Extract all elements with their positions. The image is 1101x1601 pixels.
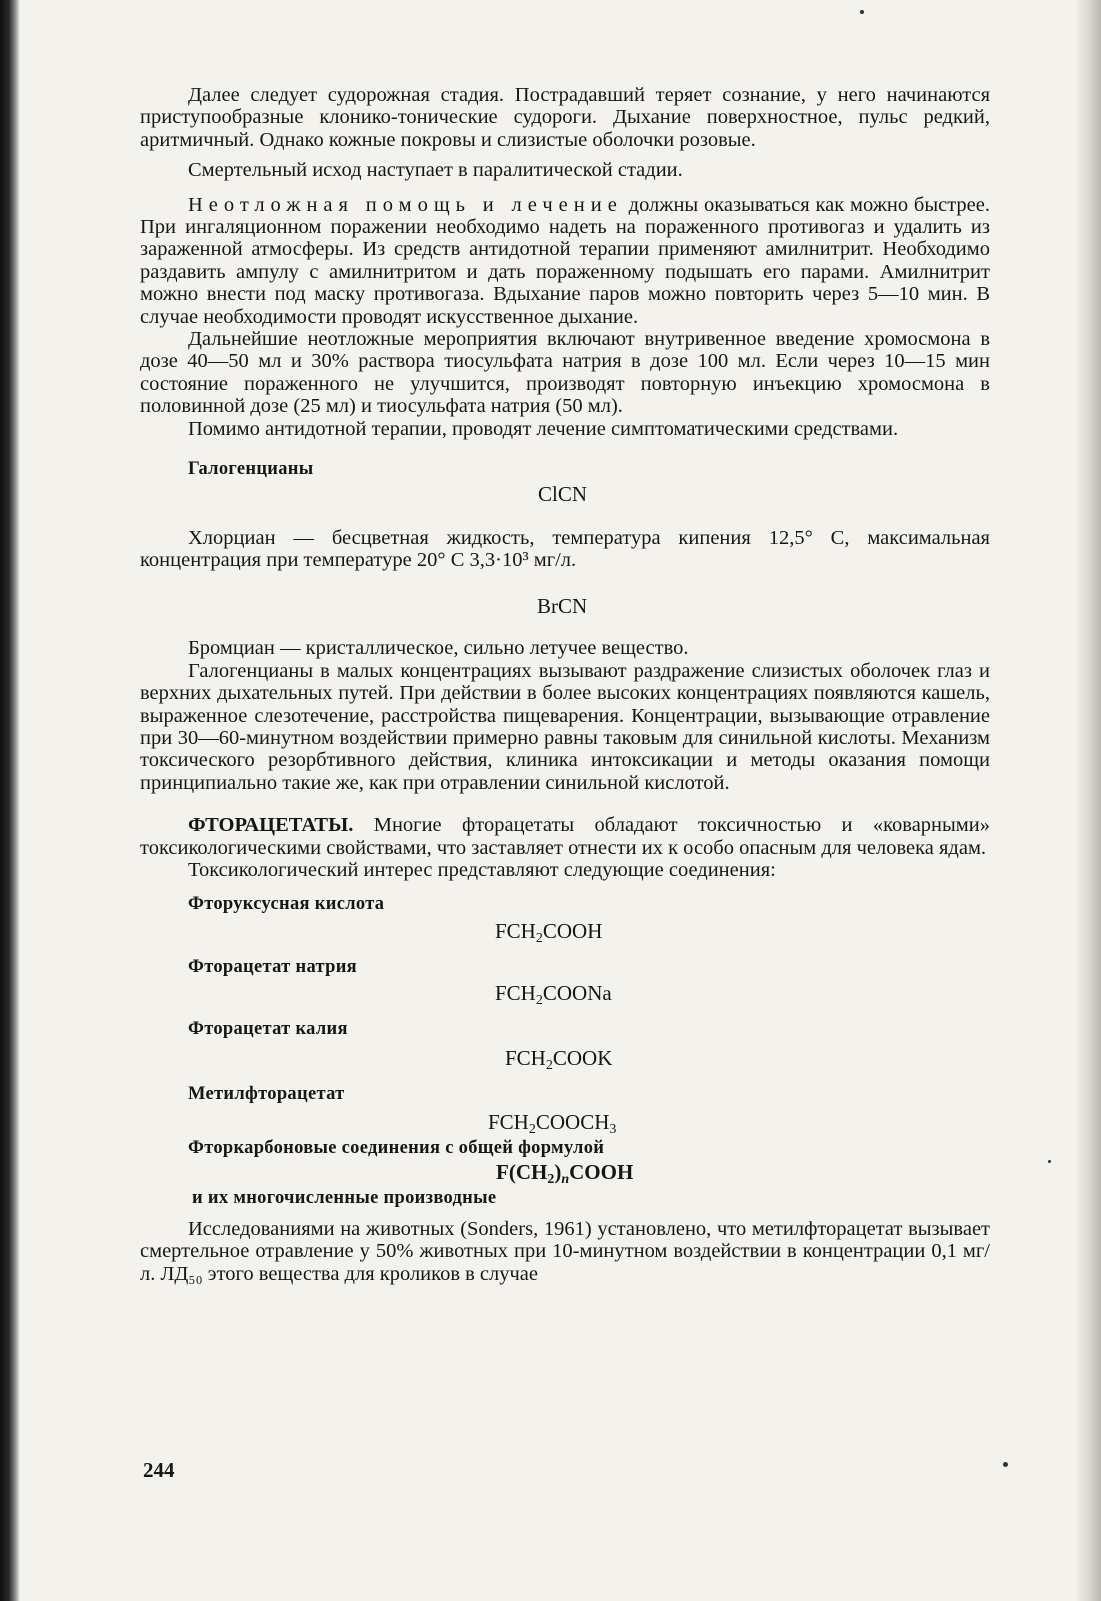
- scan-speck: [1003, 1462, 1008, 1467]
- paragraph-chlorocyan: Хлорциан — бесцветная жидкость, температура кипения 12,5° С, максимальная концентрация при температуре 20° С 3,3·10³ мг/л.: [140, 526, 990, 571]
- heading-fluorocarbon-compounds: Фторкарбоновые соединения с общей формулой: [188, 1138, 605, 1158]
- paragraph-fluoroacetates: [140, 814, 990, 859]
- paragraph-compounds-intro: Токсикологический интерес представляют следующие соединения:: [188, 858, 776, 881]
- fluoroacetates-text: Многие фторацетаты обладают токсичностью и «коварными» токсикологическими свойствами, что заставляет отнести их к особо опасным для человека ядам.: [140, 814, 990, 859]
- fluoroacetates-lead: ФТОРАЦЕТАТЫ.: [188, 814, 354, 837]
- formula-fluoroacetic-acid: $FCH_2COOH$: [495, 918, 603, 946]
- paragraph-paralytic-stage: Смертельный исход наступает в паралитической стадии.: [188, 159, 683, 182]
- emergency-care-text: должны оказываться как можно быстрее. При ингаляционном поражении необходимо надеть на пораженного противогаз и удалить из зараженной атмосферы. Из средств антидотной терапии применяют амилнитрит. Необходимо раздавить ампулу с амилнитритом и дать пораженному подышать его парами. Амилнитрит можно внести под маску противогаза. Вдыхание паров можно повторить через 5—10 мин. В случае необходимости проводят искусственное дыхание.: [140, 193, 991, 328]
- paragraph-emergency-care: [140, 194, 990, 328]
- book-spine-shadow: [0, 0, 20, 1601]
- scan-speck: [1048, 1160, 1051, 1163]
- heading-derivatives: и их многочисленные производные: [192, 1188, 497, 1209]
- page-edge-shadow: [1075, 0, 1101, 1601]
- formula-brcn: BrCN: [537, 594, 588, 619]
- scan-speck: [860, 10, 864, 14]
- formula-fluorocarbon-general: $F(CH_2)_nCOOH$: [496, 1160, 634, 1188]
- heading-fluoroacetic-acid: Фторуксусная кислота: [188, 894, 385, 915]
- page-number: 244: [143, 1458, 175, 1482]
- paragraph-sonders-study: Исследованиями на животных (Sonders, 1961) установлено, что метилфторацетат вызывает смертельное отравление у 50% животных при 10-минутном воздействии в концентрации 0,1 мг/л. ЛД₅₀ этого вещества для кроликов в случае: [140, 1217, 990, 1285]
- heading-halogen-cyanides: Галогенцианы: [188, 459, 314, 480]
- paragraph-symptomatic: Помимо антидотной терапии, проводят лечение симптоматическими средствами.: [188, 417, 899, 440]
- heading-sodium-fluoroacetate: Фторацетат натрия: [188, 956, 357, 977]
- emergency-care-lead: Неотложная помощь и лечение: [188, 193, 623, 216]
- formula-clcn: ClCN: [538, 481, 588, 506]
- paragraph-halogen-effects: Галогенцианы в малых концентрациях вызывают раздражение слизистых оболочек глаз и верхних дыхательных путей. При действии в более высоких концентрациях появляются кашель, выраженное слезотечение, расстройства пищеварения. Концентрации, вызывающие отравление при 30—60-минутном воздействии примерно равны таковым для синильной кислоты. Механизм токсического резорбтивного действия, клиника интоксикации и методы оказания помощи принципиально такие же, как при отравлении синильной кислотой.: [140, 659, 990, 794]
- paragraph-bromocyan: Бромциан — кристаллическое, сильно летучее вещество.: [188, 637, 689, 660]
- formula-potassium-fluoroacetate: $FCH_2COOK$: [505, 1045, 613, 1073]
- paragraph-convulsive-stage: Далее следует судорожная стадия. Пострадавший теряет сознание, у него начинаются приступообразные клонико-тонические судороги. Дыхание поверхностное, пульс редкий, аритмичный. Однако кожные покровы и слизистые оболочки розовые.: [140, 84, 990, 151]
- heading-methyl-fluoroacetate: Метилфторацетат: [188, 1083, 345, 1104]
- page-text: [140, 84, 990, 1285]
- formula-sodium-fluoroacetate: $FCH_2COONa$: [495, 981, 612, 1009]
- formula-methyl-fluoroacetate: $FCH_2COOCH_3$: [488, 1110, 617, 1137]
- paragraph-further-measures: Дальнейшие неотложные мероприятия включают внутривенное введение хромосмона в дозе 40—50 мл и 30% раствора тиосульфата натрия в дозе 100 мл. Если через 10—15 мин состояние пораженного не улучшится, производят повторную инъекцию хромосмона в половинной дозе (25 мл) и тиосульфата натрия (50 мл).: [140, 328, 990, 418]
- heading-potassium-fluoroacetate: Фторацетат калия: [188, 1019, 348, 1040]
